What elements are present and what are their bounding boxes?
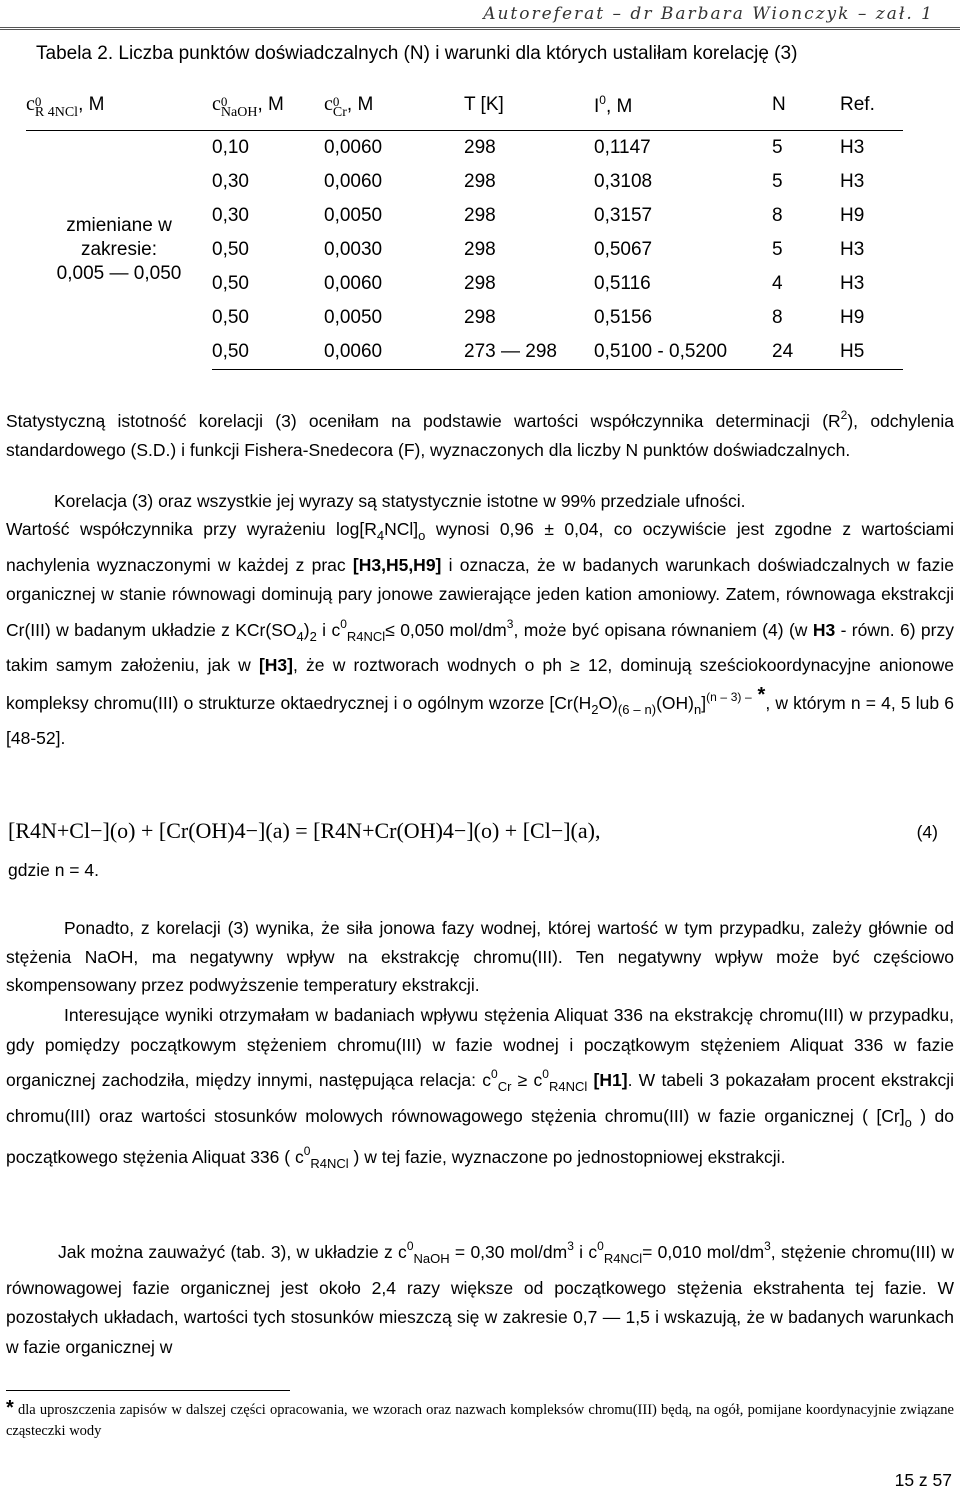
cell-n: 4 — [772, 273, 783, 294]
cell-c-cr: 0,0060 — [324, 137, 383, 158]
cell-c-naoh: 0,50 — [212, 307, 249, 328]
col-header-ionic-strength: $I^0$, M — [594, 80, 772, 131]
cell-i: 0,5100 - 0,5200 — [594, 335, 772, 370]
col-header-temperature: T [K] — [464, 80, 594, 131]
paragraph-aliquat: Interesujące wyniki otrzymałam w badaniach wpływu stężenia Aliquat 336 na ekstrakcję chromu(III) w przypadku, gdy pomiędzy początkowym stężeniem chromu(III) w fazie wodnej i początkowym stężeniem Aliquat 336 w fazie organicznej zachodziła, między innymi, następująca relacja: $c^0_{Cr} \ge c^0_{R4NCl}$ [H1]. W tabeli 3 pokazałam procent ekstrakcji chromu(III) oraz wartości stosunków molowych równowagowego stężenia chromu(III) w fazie organicznej ( $[Cr]_o$ ) do początkowego stężenia Aliquat 336 ( $c^0_{R4NCl}$ ) w tej fazie, wyznaczone po jednostopniowej ekstrakcji. — [6, 1005, 954, 1171]
paragraph-coefficient: Wartość współczynnika przy wyrażeniu $\log[R_4NCl]_o$ wynosi 0,96 ± 0,04, co oczywiście jest zgodne z wartościami nachylenia wyznaczonymi w każdej z prac [H3,H5,H9] i oznacza, że w badanych warunkach doświadczalnych w fazie organicznej w stanie równowagi dominują pary jonowe zawierające jeden kation amoniowy. Zatem, równowaga ekstrakcji Cr(III) w badanym układzie z $KCr(SO_4)_2$ i $c^0_{R4NCl}\le 0,050$ mol/$dm^3$, może być opisana równaniem (4) (w H3 - równ. 6) przy takim samym założeniu, jak w [H3], że w roztworach wodnych o ph ≥ 12, dominują sześciokoordynacyjne anionowe kompleksy chromu(III) o strukturze oktaedrycznej i o ogólnym wzorze $[Cr(H_2O)_{(6 - n)}(OH)_n]^{(n - 3) -}$ *, w którym n = 4, 5 lub 6 [48-52]. — [6, 519, 954, 748]
col-header-c-naoh: c 0 NaOH , M — [212, 80, 324, 131]
cell-t: 298 — [464, 307, 496, 328]
data-table — [26, 80, 903, 370]
footnote-marker: * — [751, 683, 766, 706]
cell-ref: H3 — [840, 239, 865, 260]
cell-t: 298 — [464, 171, 496, 192]
equation-number: (4) — [916, 822, 938, 842]
cell-n: 24 — [772, 335, 840, 370]
cell-c-naoh: 0,50 — [212, 273, 249, 294]
range-cell: zmieniane w zakresie: 0,005 — 0,050 — [56, 215, 182, 285]
cell-ref: H3 — [840, 137, 865, 158]
cell-t: 298 — [464, 239, 496, 260]
table-header-row — [26, 80, 903, 131]
col-header-n: N — [772, 80, 840, 131]
cell-i: 0,1147 — [594, 137, 651, 158]
cell-i: 0,3157 — [594, 205, 653, 226]
table-caption: Tabela 2. Liczba punktów doświadczalnych (N) i warunki dla których ustaliłam korelację (3) — [36, 43, 798, 64]
footnote-rule — [6, 1390, 290, 1391]
paragraph-significance: Korelacja (3) oraz wszystkie jej wyrazy są statystycznie istotne w 99% przedziale ufności. — [54, 491, 746, 511]
cell-i: 0,5116 — [594, 273, 651, 294]
cell-t: 298 — [464, 205, 496, 226]
cell-c-naoh: 0,10 — [212, 137, 249, 158]
cell-c-cr: 0,0050 — [324, 205, 383, 226]
cell-n: 8 — [772, 307, 783, 328]
paragraph-statistics: Statystyczną istotność korelacji (3) oceniłam na podstawie wartości współczynnika determinacji $(R^2)$, odchylenia standardowego (S.D.) i funkcji Fishera-Snedecora (F), wyznaczonych dla liczby N punktów doświadczalnych. — [6, 408, 954, 460]
cell-i: 0,5067 — [594, 239, 653, 260]
paragraph-table3: Jak można zauważyć (tab. 3), w układzie z $c^0_{NaOH} = 0,30$ mol/$dm^3$ i $c^0_{R4NCl}= 0,010$ mol/$dm^3$, stężenie chromu(III) w równowagowej fazie organicznej jest około 2,4 razy większe od początkowego stężenia ekstrahenta tej fazie. W pozostałych układach, wartości tych stosunków mieszczą się w zakresie 0,7 — 1,5 i wskazują, że w badanych warunkach w fazie organicznej w — [6, 1239, 954, 1357]
col-header-ref: Ref. — [840, 80, 903, 131]
cell-i: 0,5156 — [594, 307, 653, 328]
cell-n: 5 — [772, 171, 783, 192]
cell-c-cr: 0,0060 — [324, 335, 464, 370]
cell-t: 273 — 298 — [464, 335, 594, 370]
cell-ref: H5 — [840, 335, 903, 370]
cell-ref: H3 — [840, 273, 865, 294]
cell-c-naoh: 0,30 — [212, 205, 249, 226]
footnote: * dla uproszczenia zapisów w dalszej części opracowania, we wzorach oraz nazwach kompleksów chromu(III) będą, na ogół, pomijane koordynacyjnie związane cząsteczki wody — [6, 1397, 954, 1439]
cell-ref: H9 — [840, 307, 865, 328]
cell-c-naoh: 0,50 — [212, 239, 249, 260]
cell-c-cr: 0,0030 — [324, 239, 383, 260]
cell-n: 8 — [772, 205, 783, 226]
cell-t: 298 — [464, 137, 496, 158]
paragraph-ionic-strength: Ponadto, z korelacji (3) wynika, że siła jonowa fazy wodnej, której wartość w tym przypadku, zależy głównie od stężenia NaOH, ma negatywny wpływ na ekstrakcję chromu(III). Ten negatywny wpływ może być częściowo skompensowany przez podwyższenie temperatury ekstrakcji. — [6, 918, 954, 995]
cell-ref: H9 — [840, 205, 865, 226]
col-header-c-r4ncl: c 0 R 4NCl , M — [26, 80, 212, 131]
cell-c-cr: 0,0060 — [324, 273, 383, 294]
cell-i: 0,3108 — [594, 171, 653, 192]
col-header-c-cr: c 0 Cr , M — [324, 80, 464, 131]
table-row — [26, 131, 903, 166]
cell-n: 5 — [772, 137, 783, 158]
running-header: Autoreferat – dr Barbara Wionczyk – zał. 1 — [483, 4, 934, 24]
cell-t: 298 — [464, 273, 496, 294]
cell-ref: H3 — [840, 171, 865, 192]
cell-c-cr: 0,0050 — [324, 307, 383, 328]
cell-c-naoh: 0,30 — [212, 171, 249, 192]
equation-4: [R4N+Cl−](o) + [Cr(OH)4−](a) = [R4N+Cr(OH)4−](o) + [Cl−](a), — [8, 818, 601, 843]
page-number: 15 z 57 — [894, 1470, 952, 1490]
equation-condition: gdzie n = 4. — [8, 860, 99, 880]
header-rule — [0, 27, 960, 30]
cell-n: 5 — [772, 239, 783, 260]
cell-c-cr: 0,0060 — [324, 171, 383, 192]
cell-c-naoh: 0,50 — [212, 335, 324, 370]
